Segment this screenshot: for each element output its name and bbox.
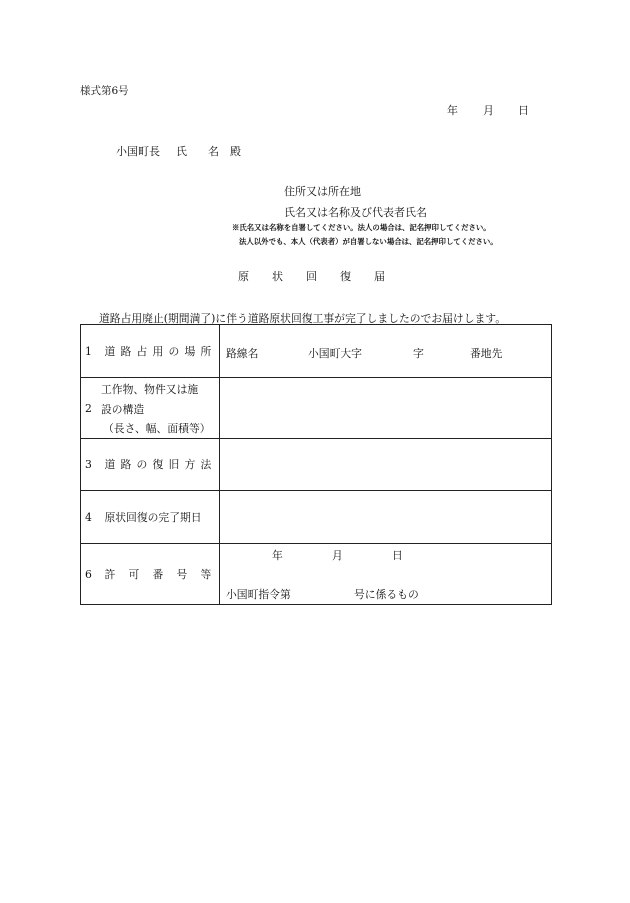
sender-address-label: 住所又は所在地 bbox=[284, 185, 361, 198]
permit-order-suffix: 号に係るもの bbox=[354, 588, 419, 601]
table-row-completion-date bbox=[81, 491, 552, 544]
permit-day: 日 bbox=[392, 549, 403, 562]
addressee-honorific: 殿 bbox=[230, 145, 241, 158]
date-day: 日 bbox=[518, 104, 529, 117]
structure-label-line-3: （長さ、幅、面積等） bbox=[103, 422, 211, 435]
title-char: 回 bbox=[306, 270, 317, 283]
table-row-restoration-method bbox=[81, 439, 552, 491]
label-char: 用 bbox=[152, 344, 164, 358]
location-value-cell[interactable] bbox=[220, 325, 552, 378]
label-char: 所 bbox=[200, 344, 212, 358]
addressee-title: 小国町長 bbox=[116, 145, 160, 158]
table-row-permit-number bbox=[81, 544, 552, 605]
structure-value-cell[interactable] bbox=[220, 378, 552, 439]
label-char: 道 bbox=[104, 458, 116, 471]
sender-name-label: 氏名又は名称及び代表者氏名 bbox=[284, 206, 427, 219]
document-title bbox=[238, 268, 408, 284]
completion-date-label-text: 原状回復の完了期日 bbox=[104, 510, 202, 524]
signature-note-2: 法人以外でも、本人（代表者）が自署しない場合は、記名押印してください。 bbox=[239, 237, 498, 246]
row-number: 3 bbox=[85, 458, 92, 471]
label-char: 法 bbox=[200, 458, 212, 471]
label-char: 場 bbox=[184, 344, 196, 358]
intro-text: 道路占用廃止(期間満了)に伴う道路原状回復工事が完了しましたのでお届けします。 bbox=[99, 312, 507, 325]
notification-form-table bbox=[80, 324, 552, 605]
restoration-method-label bbox=[81, 439, 220, 491]
label-char: 等 bbox=[200, 567, 212, 581]
structure-label-line-2: 設の構造 bbox=[101, 403, 145, 416]
addressee-name-char-1: 氏 bbox=[176, 145, 187, 158]
row-number: 6 bbox=[85, 567, 92, 581]
title-char: 原 bbox=[238, 270, 249, 283]
table-row-location bbox=[81, 325, 552, 378]
label-char: の bbox=[168, 344, 180, 358]
label-char: 可 bbox=[128, 567, 140, 581]
label-char: 占 bbox=[136, 344, 148, 358]
row-number: 2 bbox=[85, 402, 92, 415]
label-char: 道 bbox=[104, 344, 116, 358]
label-char: 復 bbox=[152, 458, 164, 471]
signature-note-1: ※氏名又は名称を自署してください。法人の場合は、記名押印してください。 bbox=[232, 223, 491, 232]
label-char: 号 bbox=[176, 567, 188, 581]
town-label: 小国町大字 bbox=[308, 347, 362, 360]
permit-number-label bbox=[81, 544, 220, 605]
permit-month: 月 bbox=[332, 549, 343, 562]
location-label bbox=[81, 325, 220, 378]
aza-label: 字 bbox=[413, 347, 424, 360]
form-number: 様式第6号 bbox=[80, 85, 129, 97]
row-number: 1 bbox=[85, 344, 92, 358]
permit-year: 年 bbox=[272, 549, 283, 562]
label-char: 路 bbox=[120, 344, 132, 358]
date-year: 年 bbox=[447, 104, 458, 117]
label-char: 方 bbox=[184, 458, 196, 471]
title-char: 復 bbox=[340, 270, 351, 283]
table-row-structure bbox=[81, 378, 552, 439]
row-number: 4 bbox=[85, 510, 92, 524]
addressee-name-char-2: 名 bbox=[208, 145, 219, 158]
permit-number-value-cell[interactable] bbox=[220, 544, 552, 605]
structure-label-line-1: 工作物、物件又は施 bbox=[101, 383, 199, 396]
label-char: 番 bbox=[152, 567, 164, 581]
restoration-method-value-cell[interactable] bbox=[220, 439, 552, 491]
completion-date-value-cell[interactable] bbox=[220, 491, 552, 544]
completion-date-label bbox=[81, 491, 220, 544]
title-char: 届 bbox=[374, 270, 385, 283]
label-char: 許 bbox=[104, 567, 116, 581]
structure-label bbox=[81, 378, 220, 439]
date-month: 月 bbox=[483, 104, 494, 117]
label-char: 路 bbox=[120, 458, 132, 471]
banchi-label: 番地先 bbox=[470, 347, 503, 360]
permit-order-prefix: 小国町指令第 bbox=[226, 588, 291, 601]
addressee bbox=[116, 143, 241, 159]
title-char: 状 bbox=[272, 270, 283, 283]
submission-date bbox=[447, 102, 529, 118]
route-name-label: 路線名 bbox=[226, 347, 259, 360]
label-char: 旧 bbox=[168, 458, 180, 471]
label-char: の bbox=[136, 458, 148, 471]
